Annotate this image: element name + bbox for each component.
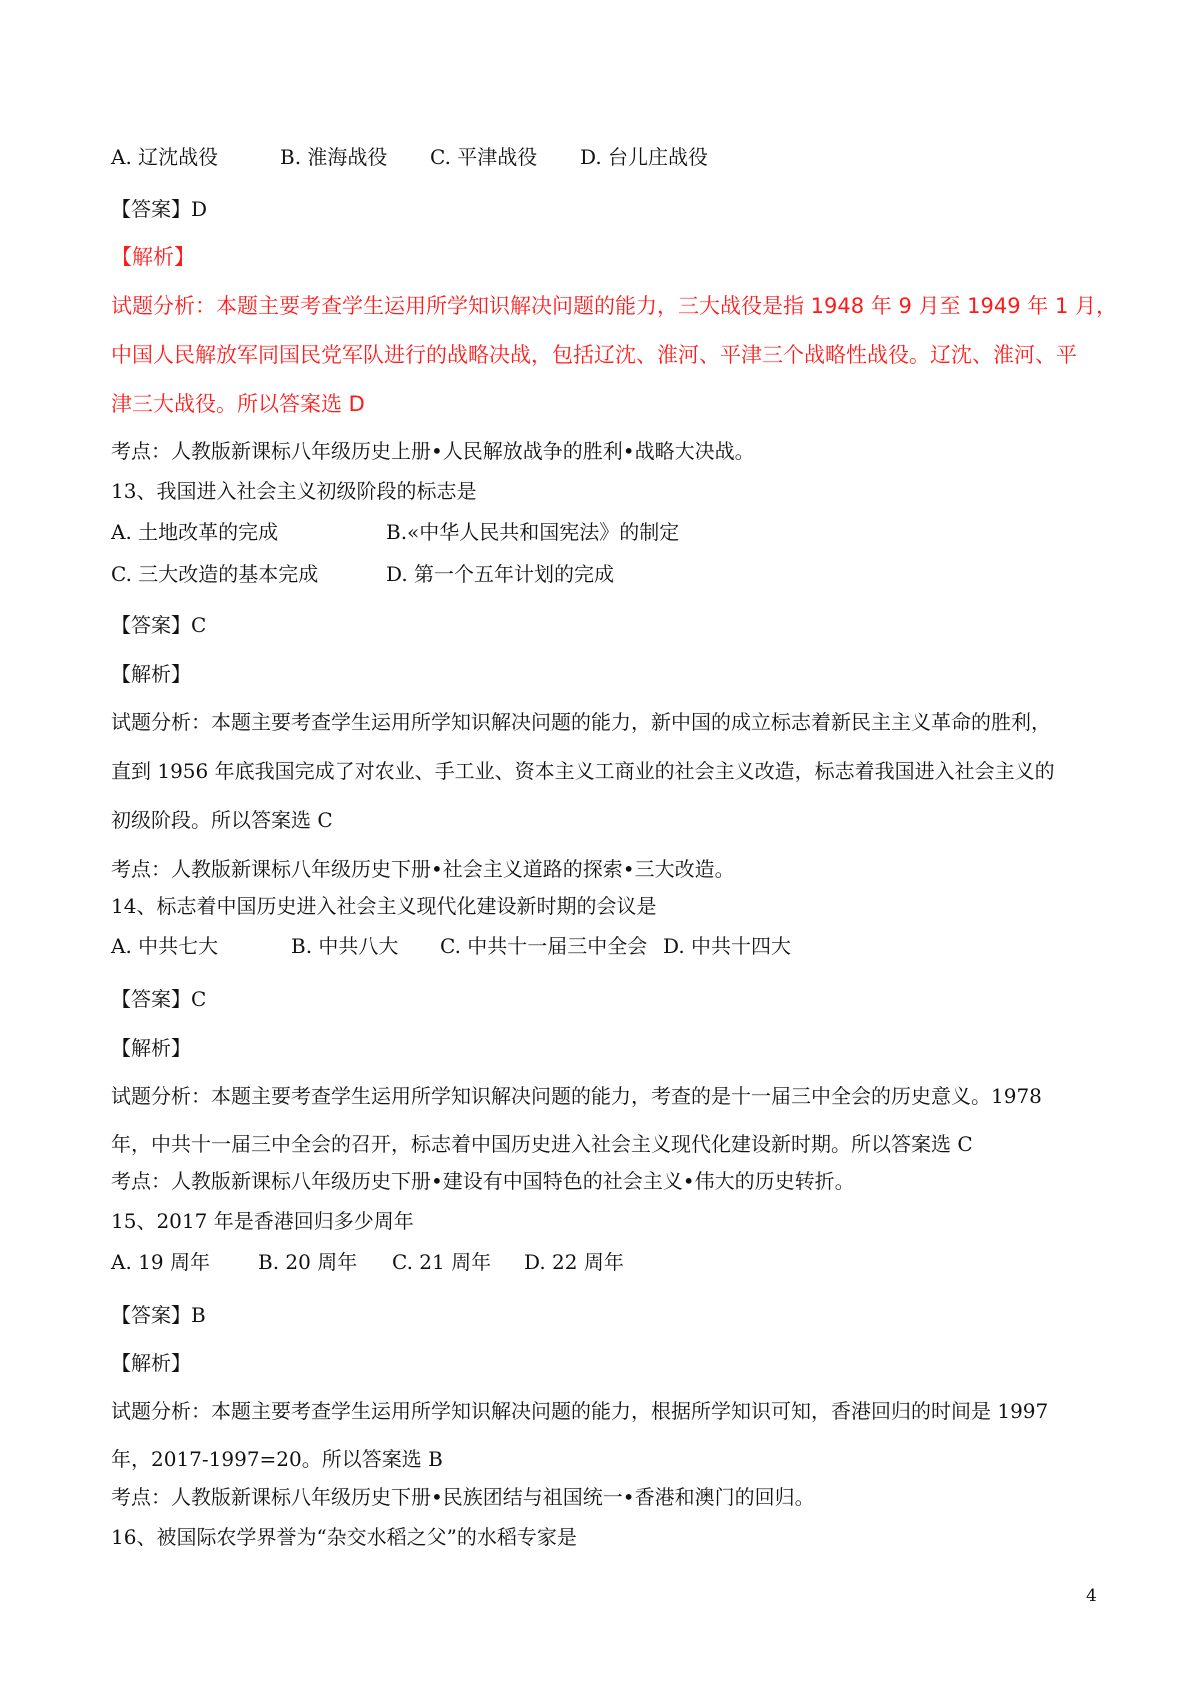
q12-option-b: B. 淮海战役 — [280, 145, 388, 169]
q14-analysis-line-1: 试题分析：本题主要考查学生运用所学知识解决问题的能力，考查的是十一届三中全会的历史意义。1978 — [111, 1084, 1042, 1108]
q15-analysis-line-1: 试题分析：本题主要考查学生运用所学知识解决问题的能力，根据所学知识可知，香港回归的时间是 1997 — [111, 1399, 1049, 1423]
q12-analysis-title: 【解析】 — [111, 245, 195, 269]
q15-analysis-line-2: 年，2017-1997=20。所以答案选 B — [111, 1447, 443, 1471]
q13-analysis-title: 【解析】 — [111, 662, 191, 686]
q13-option-b: B.«中华人民共和国宪法》的制定 — [386, 520, 680, 544]
page-number: 4 — [1086, 1586, 1097, 1606]
q13-option-a: A. 土地改革的完成 — [111, 520, 279, 544]
q14-kaodian: 考点：人教版新课标八年级历史下册•建设有中国特色的社会主义•伟大的历史转折。 — [111, 1169, 855, 1193]
q15-analysis-title: 【解析】 — [111, 1351, 191, 1375]
q14-option-c: C. 中共十一届三中全会 — [440, 934, 648, 958]
q13-kaodian: 考点：人教版新课标八年级历史下册•社会主义道路的探索•三大改造。 — [111, 857, 735, 881]
q12-option-a: A. 辽沈战役 — [111, 145, 219, 169]
q13-question: 13、我国进入社会主义初级阶段的标志是 — [111, 479, 477, 503]
q12-analysis-line-3: 津三大战役。所以答案选 D — [111, 392, 365, 416]
q13-analysis-line-1: 试题分析：本题主要考查学生运用所学知识解决问题的能力，新中国的成立标志着新民主主义革命的胜利， — [111, 710, 1051, 734]
q15-option-b: B. 20 周年 — [258, 1250, 358, 1274]
q15-kaodian: 考点：人教版新课标八年级历史下册•民族团结与祖国统一•香港和澳门的回归。 — [111, 1485, 815, 1509]
q15-question: 15、2017 年是香港回归多少周年 — [111, 1209, 414, 1233]
q15-option-a: A. 19 周年 — [111, 1250, 210, 1274]
q15-option-c: C. 21 周年 — [392, 1250, 492, 1274]
q14-option-d: D. 中共十四大 — [663, 934, 792, 958]
q14-question: 14、标志着中国历史进入社会主义现代化建设新时期的会议是 — [111, 894, 657, 918]
q15-answer: 【答案】B — [111, 1303, 206, 1327]
q14-option-a: A. 中共七大 — [111, 934, 219, 958]
q12-option-d: D. 台儿庄战役 — [580, 145, 709, 169]
q13-option-d: D. 第一个五年计划的完成 — [386, 562, 615, 586]
q14-option-b: B. 中共八大 — [291, 934, 399, 958]
q12-kaodian: 考点：人教版新课标八年级历史上册•人民解放战争的胜利•战略大决战。 — [111, 439, 755, 463]
q13-analysis-line-2: 直到 1956 年底我国完成了对农业、手工业、资本主义工商业的社会主义改造，标志着我国进入社会主义的 — [111, 759, 1055, 783]
q12-option-c: C. 平津战役 — [430, 145, 538, 169]
q13-option-c: C. 三大改造的基本完成 — [111, 562, 319, 586]
q16-question: 16、被国际农学界誉为“杂交水稻之父”的水稻专家是 — [111, 1525, 577, 1549]
q14-answer: 【答案】C — [111, 987, 207, 1011]
q12-analysis-line-1: 试题分析：本题主要考查学生运用所学知识解决问题的能力，三大战役是指 1948 年 9 月至 1949 年 1 月， — [111, 294, 1118, 318]
q12-analysis-line-2: 中国人民解放军同国民党军队进行的战略决战，包括辽沈、淮河、平津三个战略性战役。辽沈、淮河、平 — [111, 343, 1077, 367]
q13-answer: 【答案】C — [111, 613, 207, 637]
q15-option-d: D. 22 周年 — [524, 1250, 624, 1274]
q12-answer: 【答案】D — [111, 197, 208, 221]
q14-analysis-line-2: 年，中共十一届三中全会的召开，标志着中国历史进入社会主义现代化建设新时期。所以答案选 C — [111, 1132, 973, 1156]
q14-analysis-title: 【解析】 — [111, 1036, 191, 1060]
q13-analysis-line-3: 初级阶段。所以答案选 C — [111, 808, 333, 832]
